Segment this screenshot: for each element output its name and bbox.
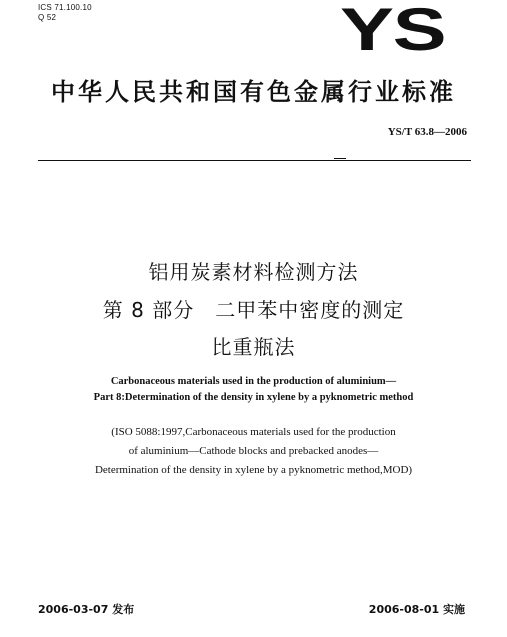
ics-classification: [38, 3, 92, 23]
english-title-line2: Part 8:Determination of the density in xylene by a pyknometric method: [93, 392, 414, 403]
document-title-line1: 铝用炭素材料检测方法: [148, 260, 359, 284]
english-title-line1: Carbonaceous materials used in the production of aluminium—: [110, 376, 397, 387]
header-divider: [38, 160, 471, 161]
standard-code: YS/T 63.8—2006: [387, 126, 467, 138]
iso-reference-line2: of aluminium—Cathode blocks and prebacked anodes—: [128, 445, 379, 457]
divider-mark: [334, 158, 346, 159]
issue-date: 2006-03-07 发布: [38, 603, 135, 616]
iso-reference-line1: (ISO 5088:1997,Carbonaceous materials used for the production: [111, 426, 396, 438]
ccs-code: Q 52: [38, 13, 57, 22]
document-title-line3: 比重瓶法: [211, 335, 296, 359]
implementation-date: 2006-08-01 实施: [368, 603, 465, 616]
ys-logo: YS: [340, 0, 446, 63]
iso-reference-line3: Determination of the density in xylene by a pyknometric method,MOD): [94, 464, 413, 476]
standard-title: 中华人民共和国有色金属行业标准: [51, 78, 456, 106]
ics-code: ICS 71.100.10: [38, 3, 92, 12]
document-title-line2: 第 8 部分 二甲苯中密度的测定: [102, 298, 405, 322]
